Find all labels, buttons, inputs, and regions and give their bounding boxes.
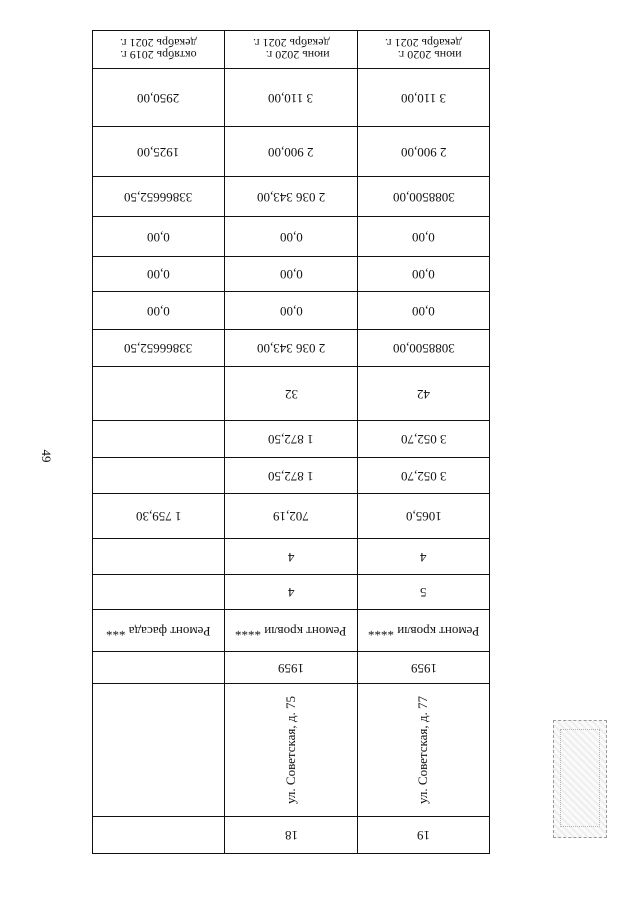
cell-v16: 1925,00: [137, 144, 180, 160]
cell-v17: 3 110,00: [268, 90, 314, 106]
table-cell: [225, 610, 358, 652]
cell-work: Ремонт фасада ***: [106, 623, 211, 639]
table-cell: [358, 610, 490, 652]
table-row: [93, 69, 490, 127]
table-cell: [225, 292, 358, 330]
table-cell: [225, 421, 358, 458]
table-cell: [358, 458, 490, 494]
table-cell: [225, 31, 358, 69]
cell-v14: 0,00: [279, 229, 303, 245]
table-cell: [93, 817, 225, 854]
table-row: [93, 652, 490, 684]
table-cell: [93, 684, 225, 817]
table-cell: [225, 330, 358, 367]
table-cell: [225, 494, 358, 539]
cell-v9: 1 872,50: [268, 432, 314, 447]
cell-year: 1959: [410, 660, 437, 676]
table-row: [93, 330, 490, 367]
table-row: [93, 292, 490, 330]
cell-v15: 3088500,00: [392, 189, 455, 205]
table-cell: [358, 31, 490, 69]
renovation-table: [92, 30, 490, 854]
table-cell: [93, 177, 225, 217]
table-row: [93, 575, 490, 610]
table-cell: [93, 610, 225, 652]
cell-v16: 2 900,00: [268, 144, 314, 160]
table-cell: [225, 257, 358, 292]
cell-v15: 2 036 343,00: [256, 189, 326, 205]
cell-v6: 4: [287, 549, 295, 565]
cell-v11: 2 036 343,00: [256, 341, 326, 356]
table-cell: [358, 292, 490, 330]
table-cell: [225, 539, 358, 575]
table-cell: [93, 292, 225, 330]
cell-period: октябрь 2019 г. декабрь 2021 г.: [120, 36, 197, 62]
cell-v15: 33866652,50: [124, 189, 193, 205]
table-row: [93, 539, 490, 575]
table-cell: [225, 127, 358, 177]
cell-v6: 4: [420, 549, 427, 565]
cell-work: Ремонт кровли ****: [235, 623, 347, 639]
table-cell: [93, 367, 225, 421]
table-row: [93, 494, 490, 539]
table-cell: [358, 684, 490, 817]
stamp-image: [553, 720, 607, 838]
cell-num: 18: [284, 828, 298, 843]
table-row: [93, 177, 490, 217]
table-cell: [225, 684, 358, 817]
table-cell: [225, 69, 358, 127]
cell-v10: 32: [284, 386, 298, 402]
table-cell: [93, 458, 225, 494]
table-cell: [358, 330, 490, 367]
table-row: [93, 31, 490, 69]
cell-v17: 3 110,00: [400, 90, 447, 106]
table-cell: [225, 458, 358, 494]
table-cell: [93, 330, 225, 367]
table-row: [93, 127, 490, 177]
cell-work: Ремонт кровли ****: [367, 623, 480, 639]
table-row: [93, 367, 490, 421]
cell-address: ул. Советская, д. 77: [415, 695, 431, 805]
cell-v7: 702,19: [273, 509, 309, 524]
cell-v5: 5: [420, 585, 427, 600]
cell-period: июнь 2020 г. декабрь 2021 г.: [385, 36, 462, 62]
cell-v8: 3 052,70: [400, 468, 447, 484]
cell-v13: 0,00: [412, 267, 435, 282]
table-row: [93, 257, 490, 292]
cell-v14: 0,00: [412, 229, 435, 245]
table-cell: [358, 367, 490, 421]
cell-v10: 42: [417, 386, 430, 402]
table-cell: [93, 652, 225, 684]
table-cell: [93, 421, 225, 458]
table-cell: [358, 652, 490, 684]
cell-v14: 0,00: [147, 229, 170, 245]
cell-v11: 33866652,50: [124, 341, 193, 356]
table-cell: [225, 177, 358, 217]
table-cell: [358, 257, 490, 292]
cell-v13: 0,00: [279, 267, 303, 282]
cell-period: июнь 2020 г. декабрь 2021 г.: [252, 36, 330, 62]
table-cell: [358, 817, 490, 854]
cell-address: ул. Советская, д. 75: [282, 695, 298, 805]
table-cell: [225, 575, 358, 610]
table-cell: [225, 652, 358, 684]
table-cell: [358, 177, 490, 217]
cell-v16: 2 900,00: [400, 144, 447, 160]
cell-v11: 3088500,00: [392, 341, 455, 356]
table-cell: [225, 367, 358, 421]
page-number: 49: [39, 449, 54, 463]
table-cell: [93, 31, 225, 69]
table-row: [93, 684, 490, 817]
table-cell: [358, 539, 490, 575]
table-row: [93, 817, 490, 854]
cell-v12: 0,00: [279, 303, 303, 319]
cell-v13: 0,00: [147, 267, 170, 282]
table-cell: [93, 217, 225, 257]
table-cell: [93, 539, 225, 575]
table-cell: [358, 575, 490, 610]
cell-v12: 0,00: [147, 303, 170, 319]
table-cell: [93, 257, 225, 292]
table-cell: [358, 69, 490, 127]
cell-v17: 2950,00: [137, 90, 180, 106]
cell-v7: 1065,0: [405, 509, 442, 524]
table-cell: [358, 494, 490, 539]
table-cell: [358, 421, 490, 458]
table-cell: [93, 69, 225, 127]
table-cell: [225, 217, 358, 257]
cell-num: 19: [417, 828, 430, 843]
cell-year: 1959: [278, 660, 304, 676]
table-row: [93, 217, 490, 257]
table-row: [93, 610, 490, 652]
cell-v7: 1 759,30: [135, 509, 182, 524]
cell-v5: 4: [287, 585, 295, 600]
table-cell: [93, 127, 225, 177]
table-cell: [93, 494, 225, 539]
cell-v12: 0,00: [412, 303, 435, 319]
table-cell: [358, 217, 490, 257]
table-cell: [225, 817, 358, 854]
table-cell: [93, 575, 225, 610]
table-row: [93, 458, 490, 494]
cell-v8: 1 872,50: [268, 468, 314, 484]
table-row: [93, 421, 490, 458]
table-cell: [358, 127, 490, 177]
cell-v9: 3 052,70: [400, 432, 447, 447]
